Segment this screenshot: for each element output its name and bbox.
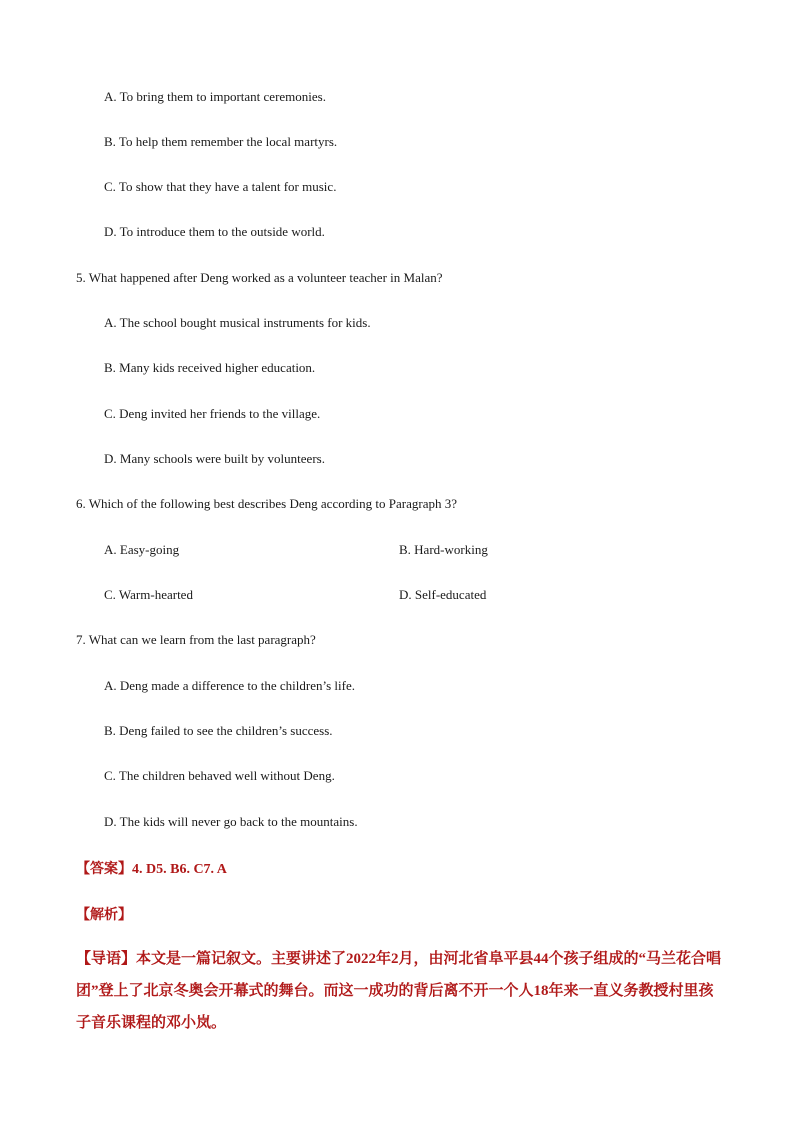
q4-option-b: B. To help them remember the local martyrs. — [104, 134, 338, 149]
q5-question-text: 5. What happened after Deng worked as a volunteer teacher in Malan? — [76, 270, 443, 285]
q5-option-b: B. Many kids received higher education. — [104, 360, 316, 375]
q6-question-text: 6. Which of the following best describes Deng according to Paragraph 3? — [76, 496, 457, 511]
q4-option-c: C. To show that they have a talent for music. — [104, 179, 337, 194]
intro-paragraph: 【导语】本文是一篇记叙文。主要讲述了2022年2月，由河北省阜平县44个孩子组成的“马兰花合唱团”登上了北京冬奥会开幕式的舞台。而这一成功的背后离不开一个人18年来一直义务教授村里孩子音乐课程的邓小岚。 — [76, 951, 722, 1031]
q6-option-a: A. Easy-going — [104, 542, 180, 557]
q6-option-c: C. Warm-hearted — [104, 587, 193, 602]
q7-option-c: C. The children behaved well without Deng. — [104, 768, 335, 783]
analysis-label: 【解析】 — [76, 908, 132, 923]
answer-key: 【答案】4. D5. B6. C7. A — [76, 862, 227, 877]
q5-option-a: A. The school bought musical instruments for kids. — [104, 315, 371, 330]
q4-option-a: A. To bring them to important ceremonies. — [104, 89, 326, 104]
q7-option-a: A. Deng made a difference to the children’s life. — [104, 678, 355, 693]
q6-option-b: B. Hard-working — [399, 542, 488, 557]
q6-option-d: D. Self-educated — [399, 587, 487, 602]
q7-question-text: 7. What can we learn from the last paragraph? — [76, 632, 316, 647]
q5-option-d: D. Many schools were built by volunteers. — [104, 451, 325, 466]
q5-option-c: C. Deng invited her friends to the village. — [104, 406, 321, 421]
q4-option-d: D. To introduce them to the outside world. — [104, 224, 325, 239]
q7-option-b: B. Deng failed to see the children’s success. — [104, 723, 333, 738]
q7-option-d: D. The kids will never go back to the mountains. — [104, 814, 358, 829]
